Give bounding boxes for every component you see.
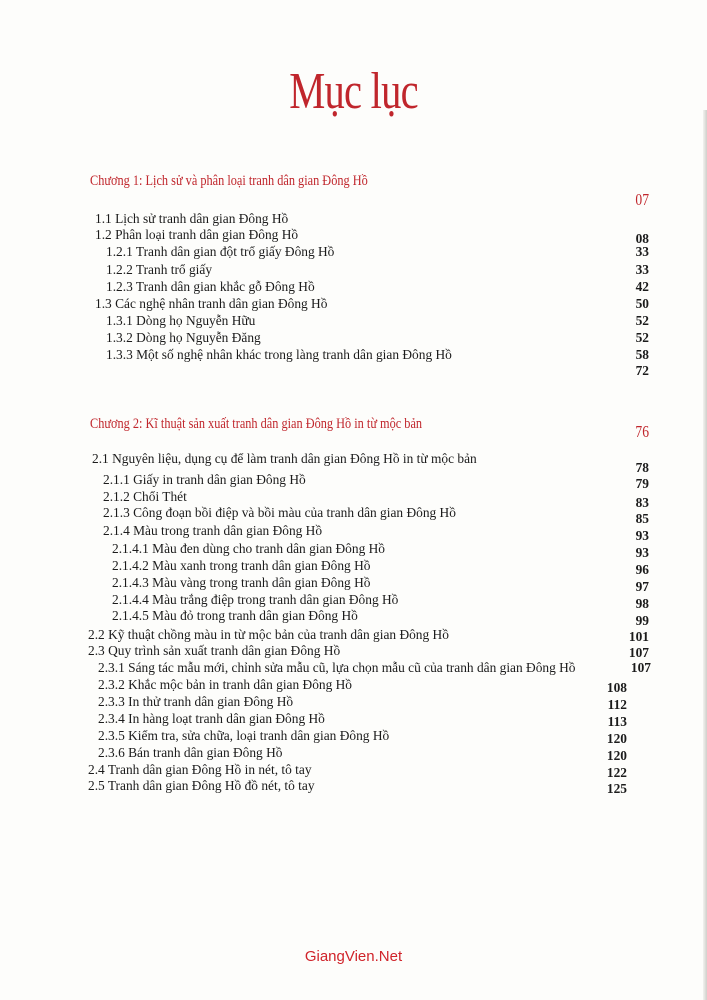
toc-row [0,312,707,330]
toc-row [0,727,707,745]
toc-row-page: 101 [628,629,649,644]
toc-row [0,261,707,279]
toc-row-page: 107 [630,660,651,675]
chapter-2-heading: Chương 2: Kĩ thuật sản xuất tranh dân gian Đông Hồ in từ mộc bản [90,416,423,432]
toc-row [0,693,707,711]
toc-row-label: 1.2 Phân loại tranh dân gian Đông Hồ [95,227,299,242]
toc-row-page: 120 [606,731,627,746]
toc-row-page: 52 [635,313,649,328]
toc-row-page: 52 [635,330,649,345]
toc-row-label: 2.1 Nguyên liệu, dụng cụ để làm tranh dân gian Đông Hồ in từ mộc bản [92,451,477,466]
toc-row-page: 122 [606,765,627,780]
toc-row-page: 08 [635,231,649,246]
toc-row-label: 2.3.5 Kiểm tra, sửa chữa, loại tranh dân gian Đông Hồ [98,728,390,743]
toc-row-label: 2.3.3 In thử tranh dân gian Đông Hồ [98,694,294,709]
toc-row [0,607,707,628]
toc-row-label: 2.1.4.1 Màu đen dùng cho tranh dân gian Đông Hồ [112,541,385,556]
toc-row-label: 1.2.1 Tranh dân gian đột trổ giấy Đông Hồ [106,244,335,259]
toc-row [0,710,707,728]
toc-row-label: 2.3.6 Bán tranh dân gian Đông Hồ [98,745,283,760]
toc-row [0,522,707,543]
toc-row-page: 79 [635,476,649,491]
toc-row-label: 2.1.2 Chổi Thét [103,489,187,504]
watermark-footer: GiangVien.Net [304,948,403,965]
toc-row [0,777,707,795]
toc-row-page: 58 [635,347,649,362]
toc-row-page: 33 [635,244,649,259]
toc-row-page: 125 [606,781,627,796]
toc-row [0,226,707,244]
toc-row-label: 2.1.4 Màu trong tranh dân gian Đông Hồ [103,523,323,538]
toc-row-page: 72 [635,363,649,378]
toc-row-label: 2.1.1 Giấy in tranh dân gian Đông Hồ [103,472,306,487]
toc-row-page: 83 [635,495,649,510]
toc-row [0,504,707,526]
toc-row-page: 112 [607,697,627,712]
chapter-1-page: 07 [635,190,649,209]
toc-row-label: 2.3.2 Khắc mộc bản in tranh dân gian Đông Hồ [98,677,352,692]
toc-row-page: 96 [635,562,649,577]
toc-row-label: 1.3.2 Dòng họ Nguyễn Đăng [106,330,261,345]
toc-row [0,295,707,313]
toc-row-label: 2.3.4 In hàng loạt tranh dân gian Đông Hồ [98,711,325,726]
toc-row-page: 33 [635,262,649,277]
toc-row-page: 93 [635,528,649,543]
toc-row-label: 1.2.2 Tranh trổ giấy [106,262,213,277]
toc-row-label: 2.2 Kỹ thuật chồng màu in từ mộc bản của tranh dân gian Đông Hồ [88,627,449,642]
toc-row-label: 1.3 Các nghệ nhân tranh dân gian Đông Hồ [95,296,328,311]
toc-row-label: 2.5 Tranh dân gian Đông Hồ đồ nét, tô tay [88,778,315,793]
toc-row-page: 42 [635,279,649,294]
chapter-2-page: 76 [635,422,649,441]
toc-row [0,676,707,694]
toc-row [0,659,707,677]
toc-row-label: 2.3.1 Sáng tác mẫu mới, chỉnh sửa mẫu cũ, lựa chọn mẫu cũ của tranh dân gian Đông Hồ [98,660,576,675]
toc-row-page: 99 [635,613,649,628]
toc-row-label: 2.4 Tranh dân gian Đông Hồ in nét, tô tay [88,762,312,777]
toc-row-label: 2.1.4.4 Màu trắng điệp trong tranh dân gian Đông Hồ [112,592,399,607]
toc-row [0,362,707,380]
toc-row-page: 108 [606,680,627,695]
toc-row-label: 1.1 Lịch sử tranh dân gian Đông Hồ [95,211,289,226]
toc-row-label: 1.2.3 Tranh dân gian khắc gỗ Đông Hồ [106,279,315,294]
toc-row-label: 1.3.3 Một số nghệ nhân khác trong làng tranh dân gian Đông Hồ [106,347,452,362]
toc-row-page: 113 [607,714,627,729]
toc-row-label: 2.1.4.2 Màu xanh trong tranh dân gian Đông Hồ [112,558,371,573]
toc-row [0,642,707,660]
toc-row-page: 85 [635,511,649,526]
toc-row-page: 50 [635,296,649,311]
toc-row-page: 98 [635,596,649,611]
toc-row-page: 78 [635,460,649,475]
toc-row-label: 2.1.4.5 Màu đỏ trong tranh dân gian Đông Hồ [112,608,358,623]
toc-row-page: 107 [628,645,649,660]
toc-row-label: 1.3.1 Dòng họ Nguyễn Hữu [106,313,256,328]
toc-row-label: 2.1.4.3 Màu vàng trong tranh dân gian Đông Hồ [112,575,371,590]
toc-row [0,471,707,489]
toc-row [0,243,707,261]
toc-row-page: 97 [635,579,649,594]
chapter-1-heading: Chương 1: Lịch sử và phân loại tranh dân gian Đông Hồ [90,173,368,189]
toc-row [0,574,707,592]
page-title: Mục lục [289,63,418,120]
toc-row [0,540,707,558]
toc-row [0,557,707,575]
toc-row [0,744,707,762]
toc-row [0,278,707,296]
toc-row [0,329,707,347]
toc-row-page: 120 [606,748,627,763]
toc-row-label: 2.3 Quy trình sản xuất tranh dân gian Đông Hồ [88,643,341,658]
toc-row-label: 2.1.3 Công đoạn bồi điệp và bồi màu của tranh dân gian Đông Hồ [103,505,456,520]
toc-row-page: 93 [635,545,649,560]
